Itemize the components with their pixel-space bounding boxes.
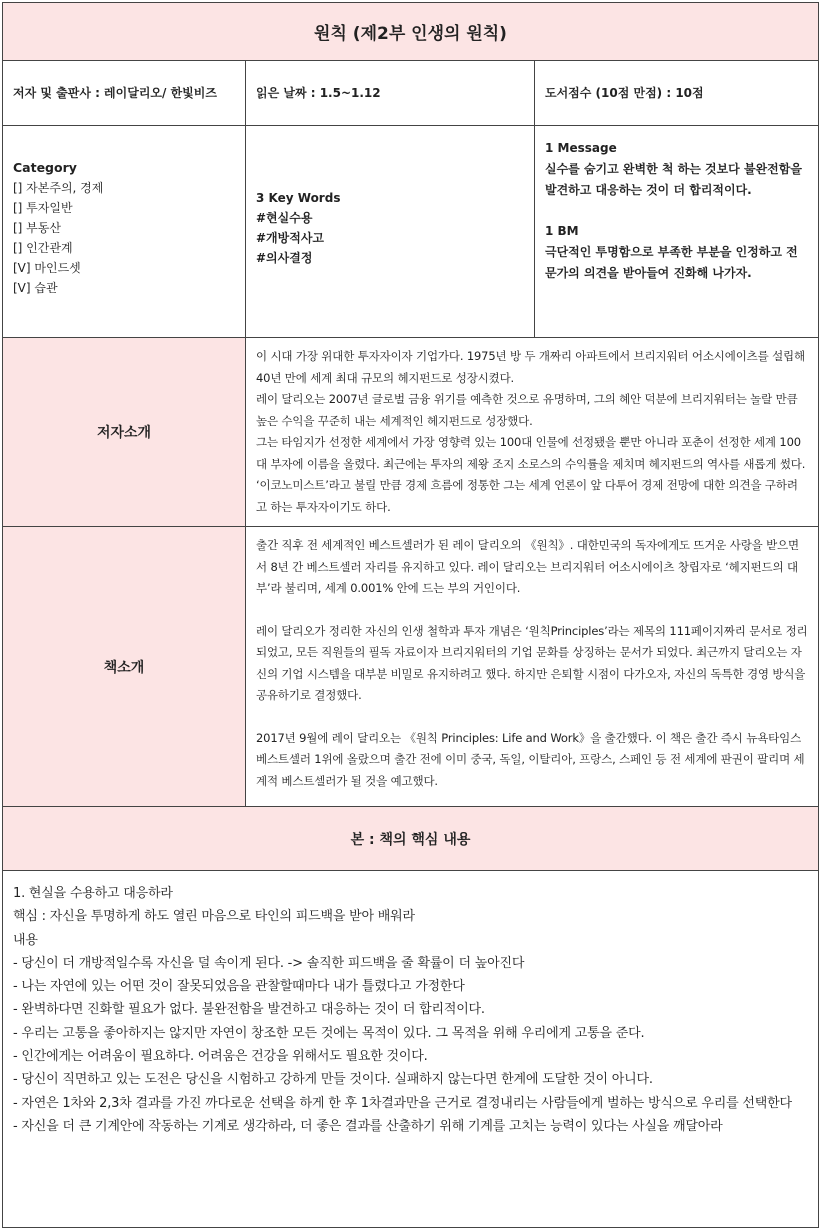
core-line: - 당신이 더 개방적일수록 자신을 덜 속이게 된다. -> 솔직한 피드백을 줄 확률이 더 높아진다 <box>13 955 525 971</box>
core-line: - 나는 자연에 있는 어떤 것이 잘못되었음을 관찰할때마다 내가 틀렸다고 가정한다 <box>13 979 465 995</box>
book-label: 책소개 <box>3 527 246 806</box>
core-line: 1. 현실을 수용하고 대응하라 <box>13 886 173 901</box>
author-label: 저자소개 <box>3 338 246 526</box>
category-title: Category <box>13 160 77 175</box>
book-row <box>3 527 818 807</box>
category-cell <box>3 126 246 337</box>
book-score: 도서점수 (10점 만점) : 10점 <box>545 86 704 100</box>
page-title: 원칙 (제2부 인생의 원칙) <box>314 24 507 44</box>
author-publisher: 저자 및 출판사 : 레이달리오/ 한빛비즈 <box>3 61 246 125</box>
core-line: 내용 <box>13 932 38 948</box>
info-row <box>3 126 818 338</box>
author-intro <box>246 338 818 526</box>
core-content <box>3 871 818 1227</box>
book-paragraph: 출간 직후 전 세계적인 베스트셀러가 된 레이 달리오의 《원칙》. 대한민국의 독자에게도 뜨거운 사랑을 받으면서 8년 간 베스트셀러 자리를 유지하고 있다. 레이 달리오는 브리지워터 어소시에이츠 창립자로 ‘헤지펀드의 대부’라 불리며, 세계 0.001% 안에 드는 부의 거인이다. <box>256 538 800 595</box>
author-paragraph: 그는 타임지가 선정한 세계에서 가장 영향력 있는 100대 인물에 선정됐을 뿐만 아니라 포춘이 선정한 세계 100대 부자에 이름을 올렸다. 최근에는 투자의 제왕 조지 소로스의 수익률을 제치며 헤지펀드의 역사를 새롭게 썼다. ‘이코노미스트’라고 불릴 만큼 경제 흐름에 정통한 그는 세계 언론이 앞 다투어 경제 전망에 대한 의견을 구하려고 하는 투자자이기도 하다. <box>256 435 806 514</box>
title-row <box>3 3 818 61</box>
book-review-sheet <box>2 2 819 1228</box>
category-item: [] 투자일반 <box>13 201 73 215</box>
author-paragraph: 레이 달리오는 2007년 글로벌 금융 위기를 예측한 것으로 유명하며, 그의 혜안 덕분에 브리지워터는 놀랄 만큼 높은 수익을 꾸준히 내는 세계적인 헤지펀드로 성장했다. <box>256 392 798 428</box>
category-item: [V] 습관 <box>13 281 58 295</box>
core-title: 본 : 책의 핵심 내용 <box>350 831 471 848</box>
core-line: - 완벽하다면 진화할 필요가 없다. 불완전함을 발견하고 대응하는 것이 더 합리적이다. <box>13 1002 485 1018</box>
book-intro <box>246 527 818 806</box>
bm-title: 1 BM <box>545 224 579 238</box>
book-paragraph: 레이 달리오가 정리한 자신의 인생 철학과 투자 개념은 ‘원칙Principles’라는 제목의 111페이지짜리 문서로 정리되었고, 모든 직원들의 필독 자료이자 브리지워터의 기업 문화를 상징하는 문서가 되었다. 최근까지 달리오는 자신의 기업 시스템을 대부분 비밀로 유지하려고 했다. 하지만 은퇴할 시점이 다가오자, 자신의 독특한 경영 방식을 공유하기로 결정했다. <box>256 623 808 702</box>
keyword: #개방적사고 <box>256 231 325 245</box>
category-item: [] 인간관계 <box>13 241 73 255</box>
author-row <box>3 338 818 527</box>
category-item: [V] 마인드셋 <box>13 261 81 275</box>
bm-text: 극단적인 투명함으로 부족한 부분을 인정하고 전문가의 의견을 받아들여 진화해 나가자. <box>545 245 798 280</box>
keyword: #현실수용 <box>256 211 313 225</box>
core-line: - 우리는 고통을 좋아하지는 않지만 자연이 창조한 모든 것에는 목적이 있다. 그 목적을 위해 우리에게 고통을 준다. <box>13 1025 645 1041</box>
category-item: [] 자본주의, 경제 <box>13 181 104 195</box>
keywords-title: 3 Key Words <box>256 191 341 205</box>
message-cell <box>535 126 818 337</box>
keywords-cell <box>246 126 535 337</box>
core-line: 핵심 : 자신을 투명하게 하도 열린 마음으로 타인의 피드백을 받아 배워라 <box>13 909 415 925</box>
keyword: #의사결정 <box>256 251 313 265</box>
core-header-row <box>3 807 818 871</box>
author-paragraph: 이 시대 가장 위대한 투자자이자 기업가다. 1975년 방 두 개짜리 아파트에서 브리지워터 어소시에이츠를 설립해 40년 만에 세계 최대 규모의 헤지펀드로 성장시켰다. <box>256 349 805 385</box>
core-line: - 자신을 더 큰 기계안에 작동하는 기계로 생각하라, 더 좋은 결과를 산출하기 위해 기계를 고치는 능력이 있다는 사실을 깨달아라 <box>13 1118 723 1134</box>
core-line: - 당신이 직면하고 있는 도전은 당신을 시험하고 강하게 만들 것이다. 실패하지 않는다면 한계에 도달한 것이 아니다. <box>13 1072 653 1088</box>
message-title: 1 Message <box>545 141 617 155</box>
meta-row <box>3 61 818 126</box>
core-line: - 자연은 1차와 2,3차 결과를 가진 까다로운 선택을 하게 한 후 1차결과만을 근거로 결정내리는 사람들에게 벌하는 방식으로 우리를 선택한다 <box>13 1095 792 1111</box>
category-item: [] 부동산 <box>13 221 61 235</box>
book-paragraph: 2017년 9월에 레이 달리오는 《원칙 Principles: Life and Work》을 출간했다. 이 책은 출간 즉시 뉴욕타임스 베스트셀러 1위에 올랐으며 출간 전에 이미 중국, 독일, 이탈리아, 프랑스, 스페인 등 전 세계에 판권이 팔리며 세계적 베스트셀러가 될 것을 예고했다. <box>256 730 805 788</box>
read-date: 읽은 날짜 : 1.5~1.12 <box>246 61 535 125</box>
message-text: 실수를 숨기고 완벽한 척 하는 것보다 불완전함을 발견하고 대응하는 것이 더 합리적이다. <box>545 162 802 197</box>
core-line: - 인간에게는 어려움이 필요하다. 어려움은 건강을 위해서도 필요한 것이다. <box>13 1049 428 1065</box>
